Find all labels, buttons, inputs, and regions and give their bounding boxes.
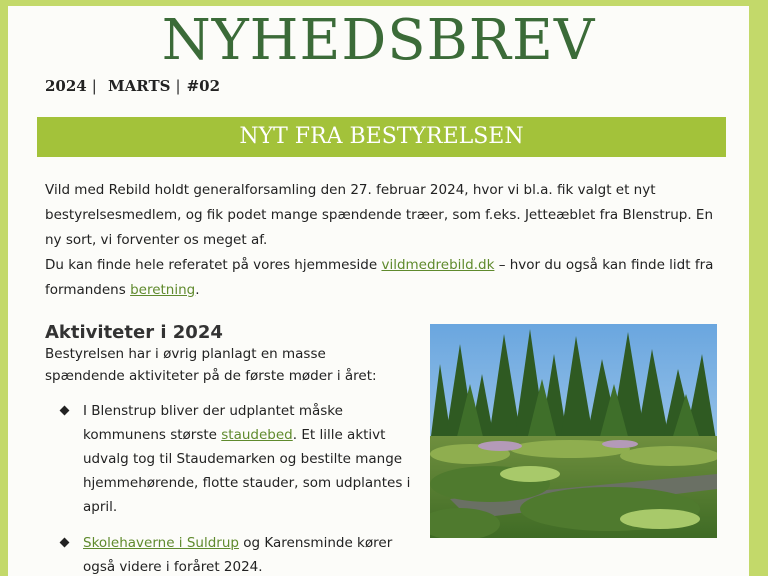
activities-heading: Aktiviteter i 2024 [45, 322, 223, 343]
report-link[interactable]: beretning [130, 282, 196, 298]
minutes-text: Du kan finde hele referatet på vores hjemmeside [45, 257, 382, 273]
nursery-photo [430, 324, 717, 538]
newsletter-page [8, 6, 749, 576]
list-item-text: og Karensminde kører også videre i foråret 2024. [83, 535, 393, 575]
list-item-text: . Et lille aktivt udvalg tog til Staudemarken og bestilte mange hjemmehørende, flotte stauder, som udplantes i april. [83, 427, 411, 515]
diamond-bullet-icon [60, 406, 70, 416]
section-banner: NYT FRA BESTYRELSEN [37, 117, 726, 157]
website-link[interactable]: vildmedrebild.dk [381, 257, 495, 273]
minutes-text: . [195, 282, 200, 298]
board-news-paragraph: Vild med Rebild holdt generalforsamling den 27. februar 2024, hvor vi bl.a. fik valgt et nyt bestyrelsesmedlem, og fik podet mange spændende træer, som f.eks. Jetteæblet fra Blenstrup. En ny sort, vi forventer os meget af. [45, 182, 713, 248]
issue-separator: | [175, 77, 181, 95]
minutes-text: – hvor du også kan finde lidt fra formandens [45, 257, 714, 298]
activities-intro: Bestyrelsen har i øvrig planlagt en masse spændende aktiviteter på de første møder i året: [45, 346, 377, 384]
masthead-title: NYHEDSBREV [161, 8, 596, 73]
issue-line [45, 77, 220, 95]
issue-year: 2024 [45, 77, 87, 95]
minutes-paragraph [45, 253, 725, 303]
staudebed-link[interactable]: staudebed [221, 427, 293, 443]
diamond-bullet-icon [60, 538, 70, 548]
list-item [45, 399, 415, 519]
activities-list [45, 399, 415, 576]
list-item [45, 531, 415, 576]
issue-number: #02 [186, 77, 221, 95]
issue-separator: | [91, 77, 97, 95]
issue-month: MARTS [108, 77, 171, 95]
list-item-text: I Blenstrup bliver der udplantet måske kommunens største [83, 403, 343, 443]
school-gardens-link[interactable]: Skolehaverne i Suldrup [83, 535, 239, 551]
